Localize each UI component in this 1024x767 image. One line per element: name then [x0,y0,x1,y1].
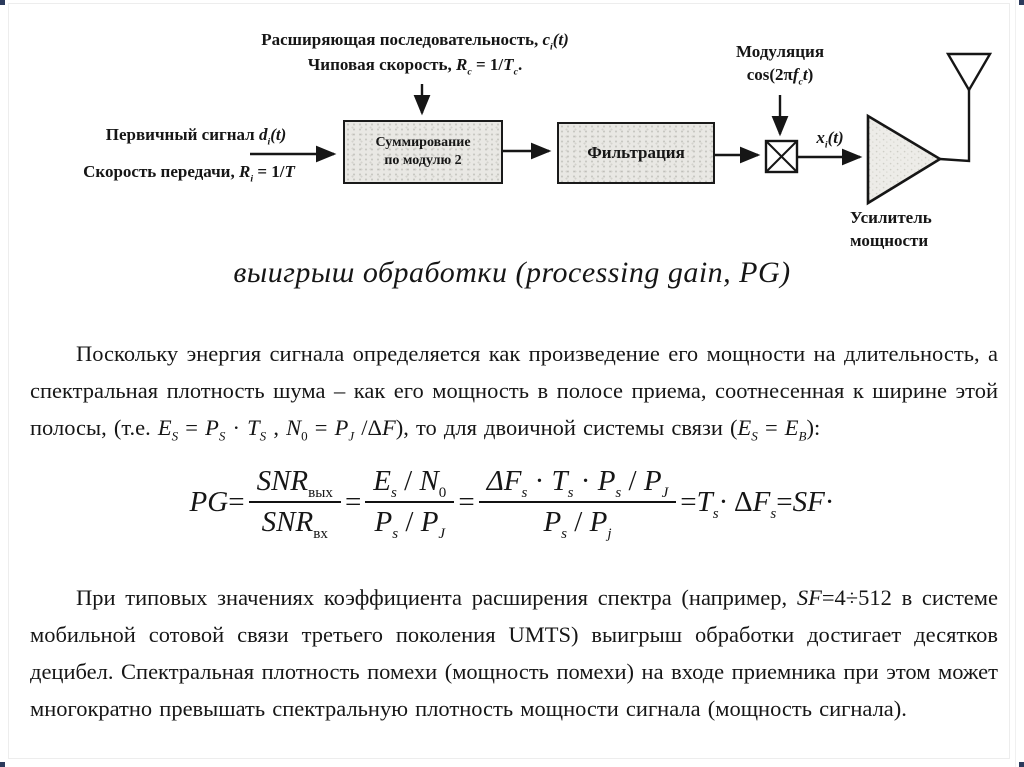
spreading-sequence-label: Расширяющая последовательность, $c_i(t)$ [261,30,569,53]
paragraph-energy-definition: Поскольку энергия сигнала определяется как произведение его мощности на длительность, а спектральная плотность шума – как его мощность в полосе приема, соотнесенная к ширине этой полосы, (т.е. $E_S = P_S \cdot T_S$ , $N_0 = P_J$ /ΔF), то для двоичной системы связи $(E_S = E_B)$: [30,340,998,443]
modulo2-sum-line2: по модулю 2 [384,153,462,168]
corner-mark [0,762,5,767]
transmitter-block-diagram [0,0,1024,255]
amplifier-label-line2: мощности [850,231,929,250]
chip-rate-label: Чиповая скорость, $R_c = 1/T_c$. [307,55,523,78]
primary-signal-label: Первичный сигнал $d_i(t)$ [105,125,287,148]
multiplier-icon [766,141,797,172]
data-rate-label: Скорость передачи, $R_i = 1/T$ [83,162,295,185]
slide-title: выигрыш обработки (processing gain, PG) [233,256,791,289]
amplifier-icon [868,116,940,203]
paragraph-typical-values: При типовых значениях коэффициента расширения спектра (например, SF=4÷512 в системе мобильной сотовой связи третьего поколения UMTS) выигрыш обработки достигает десятков децибел. Спектральная плотность помехи (мощность помехи) на входе приемника при этом может многократно превышать спектральную плотность мощности сигнала (мощность сигнала). [30,584,998,721]
corner-mark [1019,762,1024,767]
amplifier-label-line1: Усилитель [850,208,932,227]
antenna-icon [940,54,990,161]
processing-gain-formula: PG = $\frac{SNR_{вых}}{SNR_{вх}}$ = $\frac{E_s / N_0}{P_s / P_J}$ = $\frac{\Delta F_s \cdot T_s \cdot P_s / P_J}{P_s / P_j}$ = $T_s$ · Δ $F_s$ = SF · [189,465,835,542]
modulo2-sum-line1: Суммирование [375,135,471,150]
output-signal-label: $x_i(t)$ [816,128,844,151]
modulation-label: Модуляция [735,42,825,61]
modulo2-sum-block [343,120,503,184]
amplifier-label [850,206,980,252]
filter-block-label: Фильтрация [587,143,685,162]
filter-block [557,122,715,184]
modulation-formula-label: $\cos(2\pi f_ct)$ [746,65,814,88]
